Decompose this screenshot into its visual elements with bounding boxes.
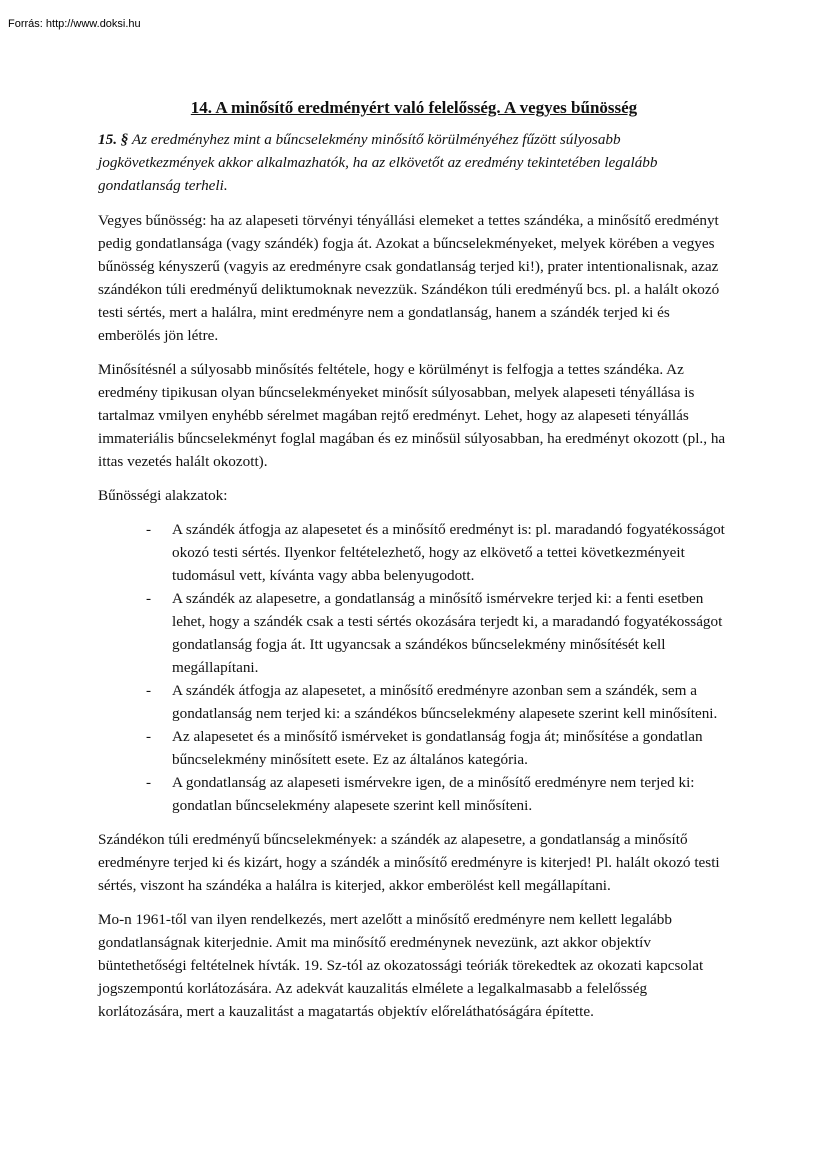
- list-item-text: Az alapesetet és a minősítő ismérveket is gondatlanság fogja át; minősítése a gondatlan bűncselekmény minősített esete. Ez az általános kategória.: [172, 728, 703, 768]
- dash-bullet: -: [146, 590, 152, 607]
- dash-bullet: -: [146, 728, 152, 745]
- source-label: Forrás: http://www.doksi.hu: [8, 18, 141, 30]
- list-item-text: A szándék az alapesetre, a gondatlanság a minősítő ismérvekre terjed ki: a fenti esetben lehet, hogy a szándék csak a testi sértés okozására terjedt ki, a maradandó fogyatékosságot gondatlanság fogja át. Itt ugyancsak a szándékos bűncselekmény minősítését kell megállapítani.: [172, 590, 723, 676]
- list-item: [146, 679, 730, 725]
- list-item: [146, 771, 730, 817]
- list-item: [146, 725, 730, 771]
- dash-bullet: -: [146, 682, 152, 699]
- paragraph-history: Mo-n 1961-től van ilyen rendelkezés, mert azelőtt a minősítő eredményre nem kellett legalább gondatlanságnak kiterjednie. Amit ma minősítő eredménynek nevezünk, azt akkor objektív büntethetőségi feltételnek hívták. 19. Sz-tól az okozatossági teóriák törekedtek az okozati kapcsolat jogszempontú korlátozására. Az adekvát kauzalitás elmélete a legalkalmasabb a felelősség korlátozására, mert a kauzalitást a magatartás objektív előreláthatóságára építette.: [98, 911, 704, 1020]
- dash-bullet: -: [146, 774, 152, 791]
- paragraph-qualification: Minősítésnél a súlyosabb minősítés feltétele, hogy e körülményt is felfogja a tettes szándéka. Az eredmény tipikusan olyan bűncselekményeket minősít súlyosabban, melyek alapeseti tényállása is tartalmaz vmilyen enyhébb sérelmet magában rejtő eredményt. Lehet, hogy az alapeseti tényállás immateriális bűncselekményt foglal magában és ez minősül súlyosabban, ha eredményt okozott (pl., ha ittas vezetés halált okozott).: [98, 361, 726, 470]
- legal-section: [98, 128, 730, 197]
- list-item-text: A szándék átfogja az alapesetet, a minősítő eredményre azonban sem a szándék, sem a gondatlanság nem terjed ki: a szándékos bűncselekmény alapesete szerint kell minősíteni.: [172, 682, 718, 722]
- section-text: Az eredményhez mint a bűncselekmény minősítő körülményéhez fűzött súlyosabb jogkövetkezmények akkor alkalmazhatók, ha az elkövetőt az eredmény tekintetében legalább gondatlanság terheli.: [98, 131, 658, 194]
- list-item: [146, 518, 730, 587]
- document-body: [98, 96, 730, 1034]
- dash-bullet: -: [146, 521, 152, 538]
- list-item-text: A szándék átfogja az alapesetet és a minősítő eredményt is: pl. maradandó fogyatékosságot okozó testi sértés. Ilyenkor feltételezhető, hogy az elkövető a tettei következményeit tudomásul vett, kívánta vagy abba belenyugodott.: [172, 521, 725, 584]
- document-title: 14. A minősítő eredményért való felelősség. A vegyes bűnösség: [190, 98, 638, 117]
- guilt-forms-list: [98, 518, 730, 817]
- paragraph-beyond-intent: Szándékon túli eredményű bűncselekmények: a szándék az alapesetre, a gondatlanság a minősítő eredményre terjed ki és kizárt, hogy a szándék a minősítő eredményre is kiterjed! Pl. halált okozó testi sértés, viszont ha szándéka a halálra is kiterjed, akkor emberölést kell megállapítani.: [98, 831, 720, 894]
- list-item-text: A gondatlanság az alapeseti ismérvekre igen, de a minősítő eredményre nem terjed ki: gondatlan bűncselekmény alapesete szerint kell minősíteni.: [172, 774, 695, 814]
- section-number: 15. §: [98, 131, 129, 148]
- paragraph-guilt-forms-heading: Bűnösségi alakzatok:: [98, 487, 228, 504]
- list-item: [146, 587, 730, 679]
- paragraph-mixed-guilt: Vegyes bűnösség: ha az alapeseti törvényi tényállási elemeket a tettes szándéka, a minősítő eredményt pedig gondatlansága (vagy szándék) fogja át. Azokat a bűncselekményeket, melyek körében a vegyes bűnösség kényszerű (vagyis az eredményre csak gondatlanság terjed ki!), prater intentionalisnak, azaz szándékon túli eredményű deliktumoknak nevezzük. Szándékon túli eredményű bcs. pl. a halált okozó testi sértés, mert a halálra, mint eredményre nem a gondatlanság, hanem a szándék terjed ki és emberölés jön létre.: [98, 212, 720, 344]
